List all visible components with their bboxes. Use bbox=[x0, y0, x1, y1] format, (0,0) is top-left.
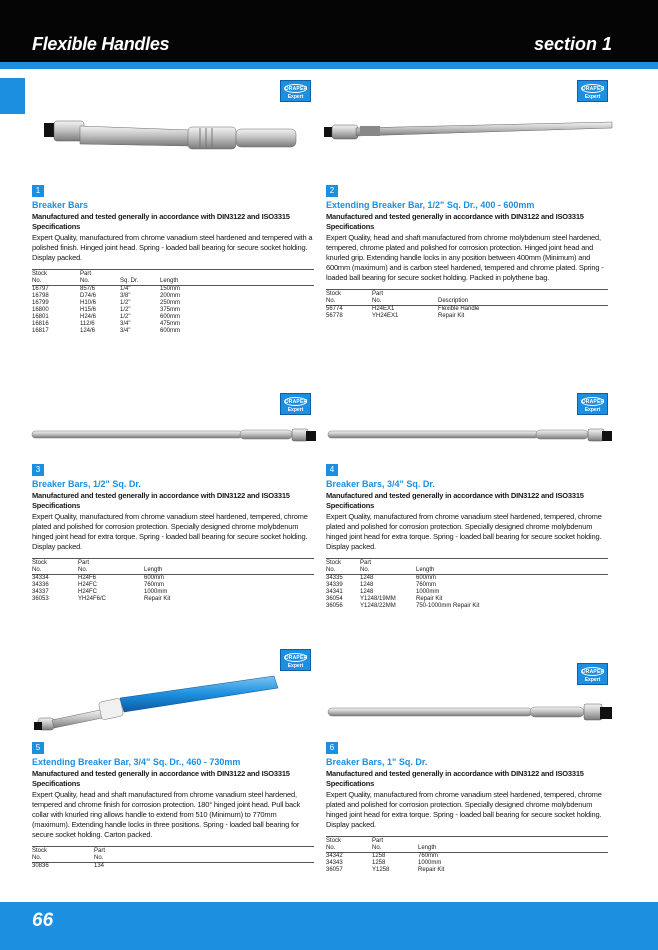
table-cell: H24EX1 bbox=[372, 306, 395, 312]
table-cell: 56774 bbox=[326, 306, 343, 312]
table-header-row bbox=[32, 270, 314, 286]
product-table bbox=[326, 289, 608, 320]
column-header: Stock No. bbox=[326, 559, 360, 575]
table-row bbox=[32, 863, 314, 871]
table-row bbox=[32, 307, 314, 314]
product-description: Expert Quality, manufactured from chrome vanadium steel hardened and tempered with a polished finish. Hinged joint head. Spring - loaded ball bearing for secure socket holding. Display packed. bbox=[32, 233, 313, 262]
table-cell: 34339 bbox=[326, 582, 343, 588]
product-number-badge: 4 bbox=[326, 464, 338, 476]
table-header-row bbox=[326, 837, 608, 853]
column-header: Stock No. bbox=[326, 290, 372, 306]
product-table bbox=[32, 846, 314, 870]
column-header: Stock No. bbox=[32, 270, 80, 286]
product-table bbox=[32, 558, 314, 603]
table-row bbox=[32, 293, 314, 300]
table-cell: 1000mm bbox=[418, 860, 442, 866]
table-cell: H24FC bbox=[78, 589, 98, 595]
product-table bbox=[326, 558, 608, 610]
draper-logo: DRAPER Expert bbox=[577, 80, 608, 102]
table-cell: YH24F6/C bbox=[78, 596, 107, 602]
table-cell: Y1248/19MM bbox=[360, 596, 396, 602]
table-cell: 1/2" bbox=[120, 307, 131, 313]
column-header: Stock No. bbox=[326, 837, 372, 853]
table-cell: 600mm bbox=[144, 575, 165, 581]
table-row bbox=[326, 575, 608, 583]
table-row bbox=[326, 596, 608, 603]
table-header-row bbox=[32, 847, 314, 863]
table-row bbox=[32, 300, 314, 307]
product-title: Breaker Bars, 3/4" Sq. Dr. bbox=[326, 479, 435, 489]
draper-logo: DRAPER Expert bbox=[577, 393, 608, 415]
product-block-6 bbox=[326, 742, 608, 874]
product-standards: Manufactured and tested generally in accordance with DIN3122 and ISO3315 Specifications bbox=[326, 769, 584, 788]
table-cell: Flexible Handle bbox=[438, 306, 480, 312]
table-cell: 1258 bbox=[372, 860, 386, 866]
table-row bbox=[32, 575, 314, 583]
table-cell: Repair Kit bbox=[144, 596, 171, 602]
table-cell: 16797 bbox=[32, 286, 49, 292]
product-standards: Manufactured and tested generally in accordance with DIN3122 and ISO3315 Specifications bbox=[326, 491, 584, 510]
table-cell: 3/4" bbox=[120, 321, 131, 327]
table-header-row bbox=[326, 559, 608, 575]
header-bar bbox=[0, 0, 658, 62]
column-header: Length bbox=[144, 559, 314, 575]
table-row bbox=[326, 589, 608, 596]
table-cell: 34337 bbox=[32, 589, 49, 595]
product-description: Expert Quality, manufactured from chrome vanadium steel hardened, tempered, chrome plated and polished for corrosion protection. Specially designed chrome molybdenum hinged joint head for extra torque. Spring - loaded ball bearing for secure socket holding. Display packed. bbox=[326, 790, 602, 829]
table-row bbox=[326, 867, 608, 874]
table-cell: 34335 bbox=[326, 575, 343, 581]
table-row bbox=[326, 582, 608, 589]
table-cell: 1000mm bbox=[416, 589, 440, 595]
product-table bbox=[32, 269, 314, 335]
product-description: Expert Quality, head and shaft manufactured from chrome molybdenum steel hardened, tempered, chrome plated and polished for corrosion protection. Hinged joint head and knurled grip. Extending handle locks in any position between 400mm (Minimum) and 600mm (maximum) and is carbon steel hardened, tempered and chrome plated. Spring - loaded ball bearing for secure socket holding. Packed in polythene bag. bbox=[326, 233, 604, 282]
table-cell: 36054 bbox=[326, 596, 343, 602]
table-cell: 375mm bbox=[160, 307, 181, 313]
draper-logo: DRAPER Expert bbox=[577, 663, 608, 685]
table-row bbox=[326, 853, 608, 861]
extending-breaker-bar-image bbox=[322, 115, 622, 151]
draper-logo: DRAPER Expert bbox=[280, 649, 311, 671]
product-block-1 bbox=[32, 185, 314, 335]
table-cell: 34336 bbox=[32, 582, 49, 588]
table-cell: 475mm bbox=[160, 321, 181, 327]
product-number-badge: 5 bbox=[32, 742, 44, 754]
footer-bar bbox=[0, 902, 658, 950]
table-cell: 16799 bbox=[32, 300, 49, 306]
table-cell: 250mm bbox=[160, 300, 181, 306]
table-header-row bbox=[326, 290, 608, 306]
table-cell: 857/6 bbox=[80, 286, 96, 292]
product-title: Breaker Bars, 1/2" Sq. Dr. bbox=[32, 479, 141, 489]
table-row bbox=[326, 306, 608, 314]
table-cell: Y1248/22MM bbox=[360, 603, 396, 609]
product-block-3 bbox=[32, 464, 314, 603]
breaker-bar-image bbox=[40, 110, 300, 170]
table-cell: H24F6 bbox=[78, 575, 97, 581]
column-header: Part No. bbox=[94, 847, 314, 863]
header-stripe bbox=[0, 62, 658, 69]
table-cell: 134 bbox=[94, 863, 105, 869]
column-header: Part No. bbox=[80, 270, 120, 286]
table-row bbox=[32, 582, 314, 589]
product-block-5 bbox=[32, 742, 314, 870]
table-cell: 3/8" bbox=[120, 293, 131, 299]
table-row bbox=[32, 314, 314, 321]
table-row bbox=[326, 313, 608, 320]
draper-logo: DRAPER Expert bbox=[280, 80, 311, 102]
table-cell: 16816 bbox=[32, 321, 49, 327]
section-label: section 1 bbox=[533, 34, 612, 54]
breaker-bar-half-inch-image bbox=[30, 425, 320, 447]
table-cell: 1258 bbox=[372, 853, 386, 859]
table-cell: 600mm bbox=[160, 314, 181, 320]
product-number-badge: 2 bbox=[326, 185, 338, 197]
table-cell: 600mm bbox=[416, 575, 437, 581]
product-standards: Manufactured and tested generally in accordance with DIN3122 and ISO3315 Specifications bbox=[326, 212, 584, 231]
product-standards: Manufactured and tested generally in accordance with DIN3122 and ISO3315 Specifications bbox=[32, 212, 290, 231]
table-cell: 760mm bbox=[416, 582, 437, 588]
table-cell: Repair Kit bbox=[438, 313, 465, 319]
product-standards: Manufactured and tested generally in accordance with DIN3122 and ISO3315 Specifications bbox=[32, 769, 290, 788]
product-number-badge: 1 bbox=[32, 185, 44, 197]
product-description: Expert Quality, manufactured from chrome vanadium steel hardened, tempered, chrome plated and polished for corrosion protection. Specially designed chrome molybdenum hinged joint head for extra torque. Spring - loaded ball bearing for secure socket holding. Display packed. bbox=[326, 512, 602, 551]
table-row bbox=[326, 603, 608, 610]
column-header: Sq. Dr. bbox=[120, 270, 160, 286]
table-cell: H15/6 bbox=[80, 307, 97, 313]
product-description: Expert Quality, head and shaft manufactured from chrome vanadium steel hardened, tempered and chrome finish for corrosion protection. 180° hinged joint head. Pull back collar with knurled ring allows handle to extend from 510 (Minimum) to 770mm (maximum). Extending handle locks in three positions. Spring - loaded ball bearing for secure socket holding. Carton packed. bbox=[32, 790, 301, 839]
table-cell: 760mm bbox=[418, 853, 439, 859]
table-cell: 34334 bbox=[32, 575, 49, 581]
breaker-bar-three-quarter-image bbox=[326, 425, 616, 447]
table-cell: H24/6 bbox=[80, 314, 97, 320]
table-cell: 16798 bbox=[32, 293, 49, 299]
column-header: Part No. bbox=[372, 837, 418, 853]
table-cell: 1248 bbox=[360, 575, 374, 581]
table-cell: 1000mm bbox=[144, 589, 168, 595]
column-header: Stock No. bbox=[32, 847, 94, 863]
table-cell: 34341 bbox=[326, 589, 343, 595]
table-cell: 34343 bbox=[326, 860, 343, 866]
column-header: Part No. bbox=[78, 559, 144, 575]
table-row bbox=[32, 596, 314, 603]
table-row bbox=[32, 286, 314, 294]
table-cell: Y1258 bbox=[372, 867, 390, 873]
table-cell: YH24EX1 bbox=[372, 313, 399, 319]
column-header: Length bbox=[160, 270, 314, 286]
product-title: Extending Breaker Bar, 3/4" Sq. Dr., 460 - 730mm bbox=[32, 757, 241, 767]
column-header: Stock No. bbox=[32, 559, 78, 575]
extending-breaker-bar-blue-image bbox=[30, 670, 280, 740]
table-cell: 30836 bbox=[32, 863, 49, 869]
column-header: Description bbox=[438, 290, 608, 306]
product-number-badge: 3 bbox=[32, 464, 44, 476]
table-cell: 1/2" bbox=[120, 300, 131, 306]
column-header: Length bbox=[418, 837, 608, 853]
table-cell: 36053 bbox=[32, 596, 49, 602]
table-cell: 34342 bbox=[326, 853, 343, 859]
table-cell: H10/6 bbox=[80, 300, 97, 306]
page-title: Flexible Handles bbox=[32, 34, 170, 54]
draper-logo: DRAPER Expert bbox=[280, 393, 311, 415]
product-block-2 bbox=[326, 185, 608, 320]
table-cell: 124/6 bbox=[80, 328, 96, 334]
product-title: Extending Breaker Bar, 1/2" Sq. Dr., 400 - 600mm bbox=[326, 200, 535, 210]
table-cell: Repair Kit bbox=[418, 867, 445, 873]
column-header: Length bbox=[416, 559, 608, 575]
table-cell: 16801 bbox=[32, 314, 49, 320]
product-title: Breaker Bars, 1" Sq. Dr. bbox=[326, 757, 428, 767]
table-cell: 1/4" bbox=[120, 286, 131, 292]
table-cell: 16800 bbox=[32, 307, 49, 313]
table-cell: 112/6 bbox=[80, 321, 95, 327]
section-tab bbox=[0, 78, 25, 114]
table-cell: 150mm bbox=[160, 286, 181, 292]
table-cell: 36056 bbox=[326, 603, 343, 609]
column-header: Part No. bbox=[360, 559, 416, 575]
table-header-row bbox=[32, 559, 314, 575]
breaker-bar-one-inch-image bbox=[326, 700, 616, 726]
table-cell: 760mm bbox=[144, 582, 165, 588]
product-number-badge: 6 bbox=[326, 742, 338, 754]
table-row bbox=[326, 860, 608, 867]
table-cell: 1248 bbox=[360, 589, 374, 595]
table-cell: 16817 bbox=[32, 328, 49, 334]
product-table bbox=[326, 836, 608, 874]
table-row bbox=[32, 328, 314, 335]
product-block-4 bbox=[326, 464, 608, 610]
table-cell: 600mm bbox=[160, 328, 181, 334]
table-row bbox=[32, 589, 314, 596]
product-standards: Manufactured and tested generally in accordance with DIN3122 and ISO3315 Specifications bbox=[32, 491, 290, 510]
product-description: Expert Quality, manufactured from chrome vanadium steel hardened, tempered, chrome plated and polished for corrosion protection. Specially designed chrome molybdenum hinged joint head for extra torque. Spring - loaded ball bearing for secure socket holding. Display packed. bbox=[32, 512, 308, 551]
table-cell: Repair Kit bbox=[416, 596, 443, 602]
table-row bbox=[32, 321, 314, 328]
table-cell: 1248 bbox=[360, 582, 374, 588]
table-cell: 3/4" bbox=[120, 328, 131, 334]
table-cell: 56778 bbox=[326, 313, 343, 319]
table-cell: 750-1000mm Repair Kit bbox=[416, 603, 480, 609]
table-cell: D74/6 bbox=[80, 293, 97, 299]
product-title: Breaker Bars bbox=[32, 200, 89, 210]
table-cell: 1/2" bbox=[120, 314, 131, 320]
column-header: Part No. bbox=[372, 290, 438, 306]
page-number: 66 bbox=[32, 910, 54, 931]
table-cell: H24FC bbox=[78, 582, 98, 588]
table-cell: 36057 bbox=[326, 867, 343, 873]
table-cell: 200mm bbox=[160, 293, 181, 299]
